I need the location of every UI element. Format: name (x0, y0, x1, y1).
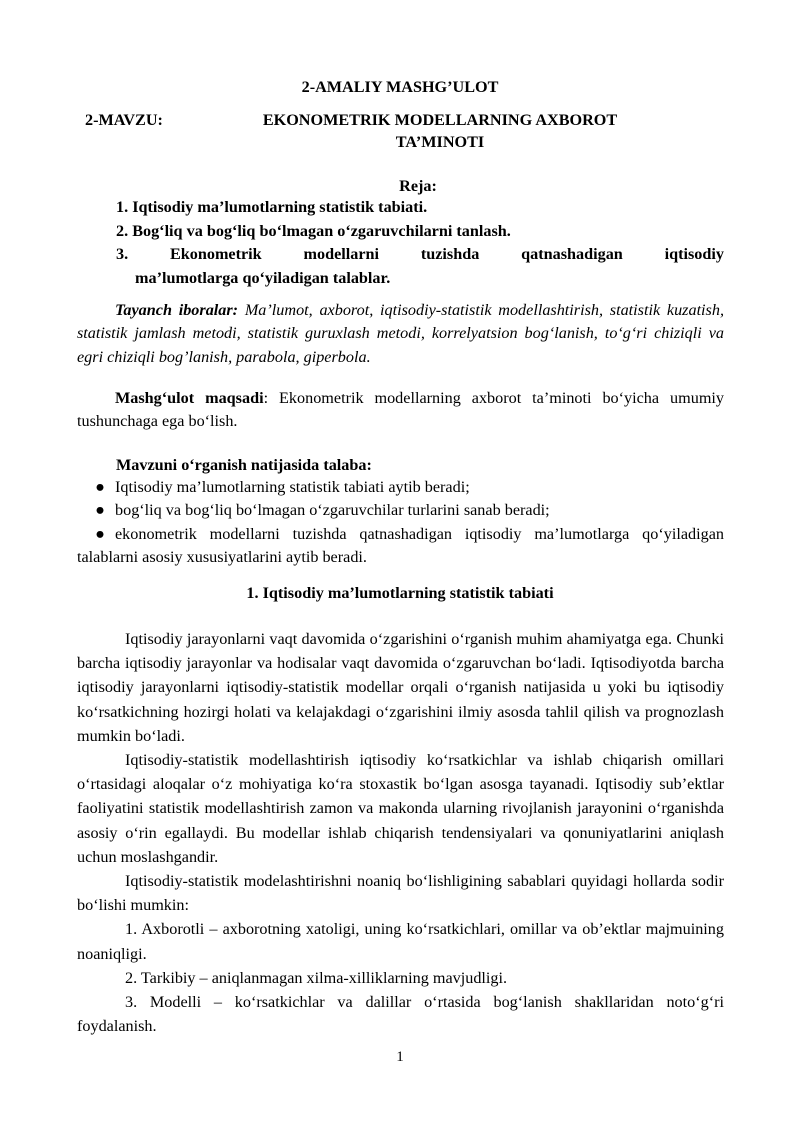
outcomes-list (77, 476, 724, 569)
plan-list (116, 196, 724, 290)
outcome-item (77, 476, 724, 499)
goal-label: Mashg‘ulot maqsadi (115, 389, 264, 407)
plan-item-3-line1: 3. Ekonometrik modellarni tuzishda qatnashadigan iqtisodiy (116, 245, 724, 263)
outcome-text: Iqtisodiy ma’lumotlarning statistik tabiati aytib beradi; (115, 478, 470, 496)
topic-title-line2: TA’MINOTI (395, 133, 485, 151)
outcomes-heading: Mavzuni o‘rganish natijasida talaba: (116, 456, 372, 474)
bullet-icon: ● (95, 478, 105, 496)
outcome-text: ekonometrik modellarni tuzishda qatnashadigan iqtisodiy ma’lumotlarga qo‘yiladigan talablarni asosiy xususiyatlarini aytib beradi. (77, 524, 724, 566)
outcome-item (77, 499, 724, 522)
topic-number: 2-MAVZU: (85, 111, 163, 129)
bullet-icon: ● (95, 501, 105, 520)
topic-title (235, 109, 645, 153)
keywords-text: Ma’lumot, axborot, iqtisodiy-statistik modellashtirish, statistik kuzatish, statistik jamlash metodi, statistik guruxlash metodi, korrelyatsion bog‘lanish, to‘g‘ri chiziqli va egri chiziqli bog’lanish, parabola, giperbola. (77, 301, 724, 366)
plan-item-1: 1. Iqtisodiy ma’lumotlarning statistik tabiati. (116, 198, 428, 216)
plan-item-3-line2: ma’lumotlarga qo‘yiladigan talablar. (135, 268, 391, 287)
outcome-text: bog‘liq va bog‘liq bo‘lmagan o‘zgaruvchilar turlarini sanab beradi; (115, 501, 550, 520)
keywords-paragraph (77, 299, 724, 369)
plan-heading: Reja: (399, 177, 437, 195)
bullet-icon: ● (95, 524, 105, 543)
body-paragraph: Iqtisodiy-statistik modelashtirishni noaniq bo‘lishligining sabablari quyidagi hollarda sodir bo‘lishi mumkin: (77, 872, 724, 915)
body-paragraph: Iqtisodiy-statistik modellashtirish iqtisodiy ko‘rsatkichlar va ishlab chiqarish omillari o‘rtasidagi aloqalar o‘z mohiyatiga ko‘ra stoxastik bo‘lgan asosga tayanadi. Iqtisodiy sub’ektlar faoliyatini statistik modellashtirish zamon va makonda ularning rivojlanish jarayonini o‘rganishda asosiy o‘rin egallaydi. Bu modellar ishlab chiqarish tendensiyalari va qonuniyatlarini aniqlash uchun moslashgandir. (77, 751, 724, 866)
page-number: 1 (396, 1049, 404, 1065)
page-title: 2-AMALIY MASHG’ULOT (301, 78, 499, 96)
goal-text: : Ekonometrik modellarning axborot ta’minoti bo‘yicha umumiy tushunchaga ega bo‘lish. (77, 389, 724, 431)
goal-paragraph (77, 387, 724, 434)
plan-item-2: 2. Bog‘liq va bog‘liq bo‘lmagan o‘zgaruvchilarni tanlash. (116, 221, 511, 240)
body-paragraph: 3. Modelli – ko‘rsatkichlar va dalillar o‘rtasida bog‘lanish shakllaridan noto‘g‘ri foydalanish. (77, 993, 724, 1036)
keywords-label: Tayanch iboralar: (115, 301, 239, 319)
section-body (77, 627, 724, 1038)
outcome-item (77, 523, 724, 570)
section-heading: 1. Iqtisodiy ma’lumotlarning statistik tabiati (246, 584, 554, 602)
body-paragraph: 2. Tarkibiy – aniqlanmagan xilma-xilliklarning mavjudligi. (125, 968, 508, 987)
body-paragraph: Iqtisodiy jarayonlarni vaqt davomida o‘zgarishini o‘rganish muhim ahamiyatga ega. Chunki barcha iqtisodiy jarayonlar va hodisalar vaqt davomida o‘zgaruvchan bo‘ladi. Iqtisodiyotda barcha iqtisodiy jarayonlarni iqtisodiy-statistik modellar orqali o‘rganish natijasida u yoki bu iqtisodiy ko‘rsatkichning hozirgi holati va kelajakdagi o‘zgarishini ilmiy asosda tahlil qilish va prognozlash mumkin bo‘ladi. (77, 630, 724, 745)
body-paragraph: 1. Axborotli – axborotning xatoligi, uning ko‘rsatkichlari, omillar va ob’ektlar majmuining noaniqligi. (77, 920, 724, 963)
topic-title-line1: EKONOMETRIK MODELLARNING AXBOROT (262, 111, 618, 129)
